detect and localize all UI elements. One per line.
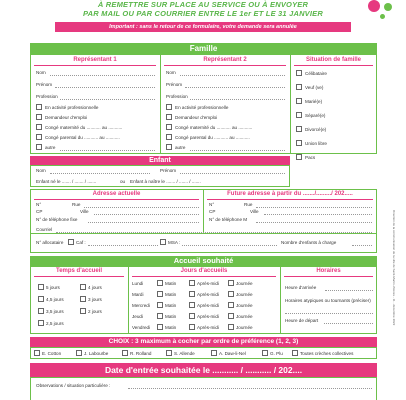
adresse-rue-field[interactable]	[84, 207, 199, 208]
rep1-autre-checkbox[interactable]	[36, 144, 42, 150]
situation-veuf-label: Veuf (ve)	[305, 85, 324, 90]
rep2-activite-checkbox[interactable]	[166, 104, 172, 110]
mobile-label: N° de téléphone M	[209, 217, 248, 222]
future-rue-label: Rue	[244, 202, 253, 207]
observations-label: Observations / situation particulière :	[36, 383, 111, 388]
situation-divorce-checkbox[interactable]	[296, 126, 302, 132]
journee-label: Journée	[236, 303, 253, 308]
rep1-demandeur-checkbox[interactable]	[36, 114, 42, 120]
rep2-title: Représentant 2	[203, 57, 247, 63]
temps-5-checkbox[interactable]	[38, 284, 44, 290]
temps-2-5-label: 2,5 jours	[46, 321, 64, 326]
horaires-title: Horaires	[316, 268, 341, 274]
situation-celibataire-label: Célibataire	[305, 71, 327, 76]
adresse-rue-label: Rue	[72, 202, 81, 207]
matin-label: Matin	[165, 325, 177, 330]
matin-label: Matin	[165, 303, 177, 308]
rep1-nom-label: Nom	[36, 70, 46, 75]
rep2-autre-label: autre	[175, 145, 186, 150]
rep2-activite-label: En activité professionnelle	[175, 105, 229, 110]
future-cp-label: CP	[209, 209, 216, 214]
choix-daw-li-nel-label: A. Daw-li-Nel	[219, 351, 246, 356]
rep2-nom-field[interactable]	[180, 75, 285, 76]
rep2-autre-checkbox[interactable]	[166, 144, 172, 150]
choix-plu-checkbox[interactable]	[262, 350, 268, 356]
situation-marie-label: Marié(e)	[305, 99, 323, 104]
rep2-profession-field[interactable]	[190, 99, 285, 100]
enfant-prenom-field[interactable]	[180, 173, 285, 174]
situation-pacs-label: Pacs	[305, 155, 316, 160]
msa-label: MSA :	[168, 240, 181, 245]
rep1-prenom-label: Prénom	[36, 82, 53, 87]
situation-separe-label: Séparé(e)	[305, 113, 326, 118]
enfant-nom-field[interactable]	[50, 173, 150, 174]
choix-toutes-label: Toutes crèches collectives	[300, 351, 354, 356]
apres-midi-label: Après-midi	[197, 314, 219, 319]
choix-cotton-label: E. Cotton	[42, 351, 62, 356]
mardi-apres-midi-checkbox[interactable]	[189, 291, 195, 297]
situation-union-label: Union libre	[305, 141, 327, 146]
situation-divorce-label: Divorcé(e)	[305, 127, 327, 132]
mercredi-apres-midi-checkbox[interactable]	[189, 302, 195, 308]
allocataire-label: N° allocataire	[36, 240, 64, 245]
lundi-matin-checkbox[interactable]	[157, 280, 163, 286]
choix-labourbe-checkbox[interactable]	[76, 350, 82, 356]
apres-midi-label: Après-midi	[197, 281, 219, 286]
rep1-activite-checkbox[interactable]	[36, 104, 42, 110]
enfant-nom-label: Nom	[36, 168, 46, 173]
temps-4-5-label: 4,5 jours	[46, 297, 64, 302]
future-ville-label: Ville	[250, 209, 259, 214]
choix-toutes-checkbox[interactable]	[292, 350, 298, 356]
rep2-demandeur-label: Demandeur d'emploi	[175, 115, 218, 120]
rep1-conge-par-checkbox[interactable]	[36, 134, 42, 140]
rep2-nom-label: Nom	[166, 70, 176, 75]
matin-label: Matin	[165, 314, 177, 319]
rep2-demandeur-checkbox[interactable]	[166, 114, 172, 120]
temps-4-checkbox[interactable]	[80, 284, 86, 290]
accueil-title: Accueil souhaité	[30, 256, 377, 266]
rep1-autre-field[interactable]	[60, 150, 155, 151]
journee-label: Journée	[236, 314, 253, 319]
vendredi-matin-checkbox[interactable]	[157, 324, 163, 330]
jeudi-journee-checkbox[interactable]	[228, 313, 234, 319]
rep2-conge-par-checkbox[interactable]	[166, 134, 172, 140]
rep1-conge-mat-checkbox[interactable]	[36, 124, 42, 130]
journee-label: Journée	[236, 292, 253, 297]
apres-midi-label: Après-midi	[197, 292, 219, 297]
header-line-1: À REMETTRE SUR PLACE AU SERVICE OU À ENVOYER	[97, 0, 309, 9]
future-no-label: N°	[209, 202, 215, 207]
rep1-demandeur-label: Demandeur d'emploi	[45, 115, 88, 120]
adresse-no-label: N°	[36, 202, 42, 207]
temps-2-label: 2 jours	[88, 309, 102, 314]
enfant-ou: ou	[120, 179, 126, 184]
heure-depart-label: Heure de départ	[285, 318, 319, 323]
temps-5-label: 5 jours	[46, 285, 60, 290]
caf-field[interactable]	[88, 245, 158, 246]
journee-label: Journée	[236, 281, 253, 286]
enfants-charge-field[interactable]	[352, 245, 372, 246]
day-mardi: Mardi	[132, 292, 144, 297]
side-note: Direction de la communication de la ville de Saint-Martin-d'Hères - 11 - décembre 2022	[392, 210, 396, 326]
choix-plu-label: G. Plu	[270, 351, 283, 356]
heure-arrivee-label: Heure d'arrivée	[285, 285, 317, 290]
rep2-prenom-field[interactable]	[185, 87, 285, 88]
mercredi-matin-checkbox[interactable]	[157, 302, 163, 308]
rep1-profession-label: Profession	[36, 94, 58, 99]
choix-allende-label: S. Allende	[174, 351, 195, 356]
lundi-journee-checkbox[interactable]	[228, 280, 234, 286]
day-vendredi: Vendredi	[132, 325, 151, 330]
temps-2-checkbox[interactable]	[80, 308, 86, 314]
rep1-activite-label: En activité professionnelle	[45, 105, 99, 110]
temps-3-checkbox[interactable]	[80, 296, 86, 302]
situation-separe-checkbox[interactable]	[296, 112, 302, 118]
enfant-ne-le[interactable]: Enfant né le ....... / ....... / .......	[36, 179, 97, 184]
msa-checkbox[interactable]	[160, 239, 166, 245]
choix-cotton-checkbox[interactable]	[34, 350, 40, 356]
rep2-profession-label: Profession	[166, 94, 188, 99]
mardi-journee-checkbox[interactable]	[228, 291, 234, 297]
journee-label: Journée	[236, 325, 253, 330]
jours-title: Jours d'accueils	[180, 268, 228, 274]
jeudi-matin-checkbox[interactable]	[157, 313, 163, 319]
header-line-2: PAR MAIL OU PAR COURRIER ENTRE LE 1er ET LE 31 JANVIER	[82, 9, 323, 18]
adresse-cp-label: CP	[36, 209, 43, 214]
day-jeudi: Jeudi	[132, 314, 143, 319]
temps-3-label: 3 jours	[88, 297, 102, 302]
temps-3-5-label: 3,5 jours	[46, 309, 64, 314]
rep2-conge-mat-checkbox[interactable]	[166, 124, 172, 130]
caf-label: Caf :	[76, 240, 86, 245]
day-lundi: Lundi	[132, 281, 144, 286]
situation-union-checkbox[interactable]	[296, 140, 302, 146]
msa-field[interactable]	[182, 245, 277, 246]
enfant-a-naitre[interactable]: Enfant à naître le ....... / ....... / .......	[130, 179, 201, 184]
choix-title: CHOIX : 3 maximum à cocher par ordre de préférence (1, 2, 3)	[30, 337, 377, 347]
courriel-field[interactable]	[56, 232, 372, 233]
adresse-future-title: Future adresse à partir du ......./........./ 202.....	[227, 191, 353, 197]
lundi-apres-midi-checkbox[interactable]	[189, 280, 195, 286]
rep2-autre-field[interactable]	[190, 150, 285, 151]
vendredi-apres-midi-checkbox[interactable]	[189, 324, 195, 330]
important-banner: Important : sans le retour de ce formulaire, votre demande sera annulée	[55, 22, 351, 32]
rep2-conge-par-label: Congé parental du ........... au ...........	[175, 135, 250, 140]
situation-title: Situation de famille	[305, 57, 361, 63]
matin-label: Matin	[165, 281, 177, 286]
future-rue-field[interactable]	[256, 207, 372, 208]
mobile-field[interactable]	[256, 222, 372, 223]
caf-checkbox[interactable]	[68, 239, 74, 245]
enfant-prenom-label: Prénom	[160, 168, 177, 173]
vendredi-journee-checkbox[interactable]	[228, 324, 234, 330]
horaires-atypiques-field[interactable]	[285, 313, 373, 314]
rep1-autre-label: autre	[45, 145, 56, 150]
temps-title: Temps d'accueil	[56, 268, 102, 274]
mercredi-journee-checkbox[interactable]	[228, 302, 234, 308]
enfants-charge-label: Nombre d'enfants à charge	[281, 240, 337, 245]
courriel-label: Courriel	[36, 227, 53, 232]
situation-veuf-checkbox[interactable]	[296, 84, 302, 90]
situation-marie-checkbox[interactable]	[296, 98, 302, 104]
day-mercredi: Mercredi	[132, 303, 150, 308]
mardi-matin-checkbox[interactable]	[157, 291, 163, 297]
choix-daw-li-nel-checkbox[interactable]	[211, 350, 217, 356]
rep2-conge-mat-label: Congé maternité du ........... au ...........	[175, 125, 253, 130]
rep1-conge-par-label: Congé parental du ........... au ...........	[45, 135, 120, 140]
enfant-title: Enfant	[30, 156, 290, 165]
heure-arrivee-field[interactable]	[325, 290, 373, 291]
situation-celibataire-checkbox[interactable]	[296, 70, 302, 76]
rep2-prenom-label: Prénom	[166, 82, 183, 87]
temps-3-5-checkbox[interactable]	[38, 308, 44, 314]
choix-rolland-label: R. Rolland	[130, 351, 152, 356]
adresse-tel-field[interactable]	[88, 222, 199, 223]
horaires-atypiques-label: Horaires atypiques ou tournants (préciser)	[285, 298, 371, 303]
choix-rolland-checkbox[interactable]	[122, 350, 128, 356]
date-entree-title[interactable]: Date d'entrée souhaitée le ........... / ........... / 202....	[30, 363, 377, 377]
rep1-prenom-field[interactable]	[55, 87, 155, 88]
observations-field[interactable]	[128, 388, 372, 389]
apres-midi-label: Après-midi	[197, 303, 219, 308]
famille-title: Famille	[30, 43, 377, 54]
apres-midi-label: Après-midi	[197, 325, 219, 330]
matin-label: Matin	[165, 292, 177, 297]
jeudi-apres-midi-checkbox[interactable]	[189, 313, 195, 319]
rep1-nom-field[interactable]	[50, 75, 155, 76]
rep1-conge-mat-label: Congé maternité du ........... au ...........	[45, 125, 123, 130]
rep1-profession-field[interactable]	[60, 99, 155, 100]
choix-allende-checkbox[interactable]	[166, 350, 172, 356]
heure-depart-field[interactable]	[324, 323, 373, 324]
temps-4-5-checkbox[interactable]	[38, 296, 44, 302]
adresse-tel-label: N° de téléphone fixe	[36, 217, 78, 222]
future-ville-field[interactable]	[264, 214, 372, 215]
situation-pacs-checkbox[interactable]	[296, 154, 302, 160]
temps-2-5-checkbox[interactable]	[38, 320, 44, 326]
rep1-title: Représentant 1	[73, 57, 117, 63]
temps-4-label: 4 jours	[88, 285, 102, 290]
choix-labourbe-label: J. Labourbe	[84, 351, 109, 356]
adresse-ville-field[interactable]	[94, 214, 199, 215]
adresse-actuelle-title: Adresse actuelle	[92, 191, 141, 197]
adresse-ville-label: Ville	[80, 209, 89, 214]
